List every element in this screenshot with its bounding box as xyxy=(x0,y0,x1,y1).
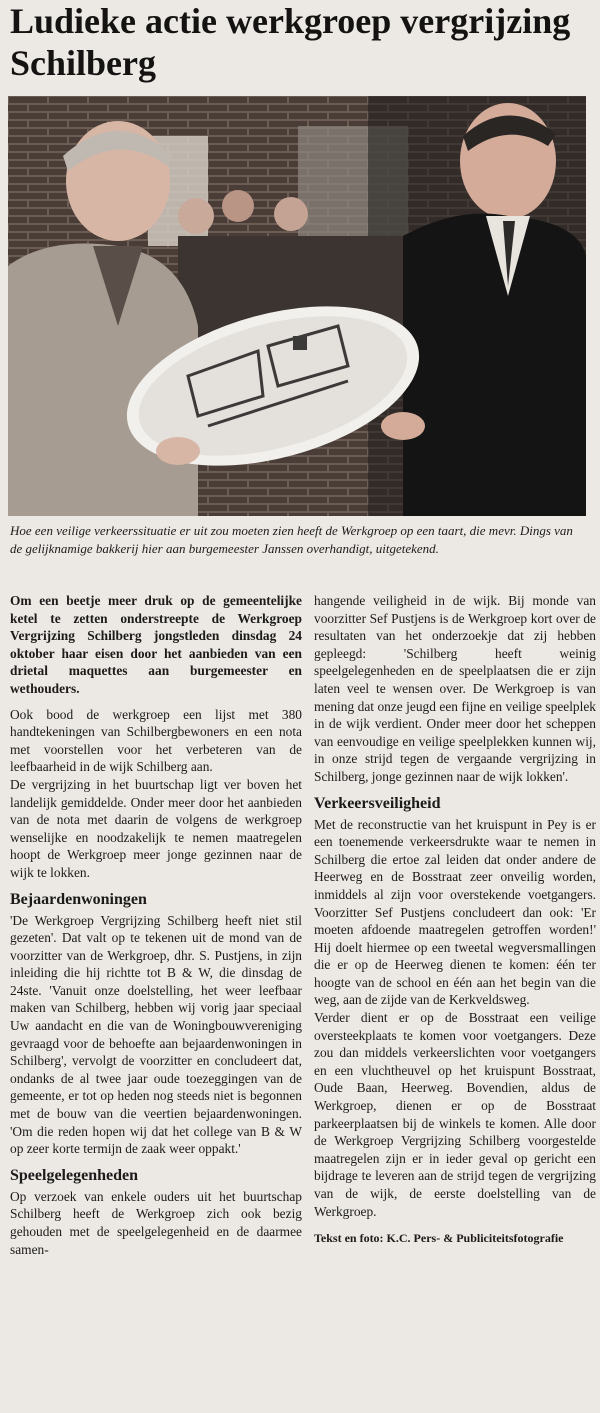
photo-illustration xyxy=(8,96,586,516)
subheading-speelgelegenheden: Speelgelegenheden xyxy=(10,1166,138,1184)
article-lead: Om een beetje meer druk op de gemeentelijke ketel te zetten onderstreepte de Werkgroep Vergrijzing Schilberg jongstleden dinsdag 24 oktober haar eisen door het aanbieden van een drietal maquettes aan burgemeester en wethouders. xyxy=(10,593,302,696)
photo-credit: Tekst en foto: K.C. Pers- & Publiciteitsfotografie xyxy=(314,1231,564,1246)
subheading-verkeersveiligheid: Verkeersveiligheid xyxy=(314,794,441,812)
subheading-bejaardenwoningen: Bejaardenwoningen xyxy=(10,890,147,908)
article-headline: Ludieke actie werkgroep vergrijzing Schilberg xyxy=(10,1,571,83)
article-paragraph: hangende veiligheid in de wijk. Bij monde van voorzitter Sef Pustjens is de Werkgroep kort over de resultaten van het onderzoekje dat zij hebben gepleegd: 'Schilberg heeft weinig speelgelegenheden en de speelplaatsen die er zijn laten veel te wensen over. De Werkgroep is van mening dat onze jeugd een fijne en veilige speelplek in de wijk verdient. Onder meer door het scheppen van eenvoudige en veilige speelplekken kunnen wij, in onze strijd tegen de vergaande vergrijzing in Schilberg, jonge gezinnen naar de wijk lokken'. xyxy=(314,593,596,784)
photo-caption: Hoe een veilige verkeerssituatie er uit zou moeten zien heeft de Werkgroep op een taart, die mevr. Dings van de gelijknamige bakkerij hier aan burgemeester Janssen overhandigt, uitgetekend. xyxy=(10,523,573,556)
article-paragraph: Verder dient er op de Bosstraat een veilige oversteekplaats te komen voor voetgangers. Deze zou dan middels verkeerslichten voor voetgangers en een vluchtheuvel op het kruispunt Bosstraat, Oude Baan, Heerweg. Bovendien, aldus de Werkgroep, dienen er op de Bosstraat parkeerplaatsen bij de winkels te komen. Alle door de Werkgroep Vergrijzing Schilberg voorgestelde maatregelen zijn er in ieder geval op gericht een bijdrage te leveren aan de strijd tegen de vergrijzing van de wijk, de eerste doelstelling van de Werkgroep. xyxy=(314,1010,596,1219)
article-paragraph: De vergrijzing in het buurtschap ligt ver boven het landelijk gemiddelde. Onder meer door het aanbieden van de nota met daarin de volgens de werkgroep wenselijke en noodzakelijk te nemen maatregelen hoopt de Werkgroep meer jonge gezinnen naar de wijk te lokken. xyxy=(10,776,302,880)
article-paragraph: Ook bood de werkgroep een lijst met 380 handtekeningen van Schilbergbewoners en een nota met voorstellen voor het verbeteren van de leefbaarheid in de wijk Schilberg aan. xyxy=(10,706,302,775)
article-photo xyxy=(8,96,586,516)
article-column-right xyxy=(314,592,596,1246)
article-paragraph: 'De Werkgroep Vergrijzing Schilberg heeft niet stil gezeten'. Dat valt op te tekenen uit de mond van de voorzitter van de Werkgroep, dhr. S. Pustjens, in zijn inleiding die hij richtte tot B & W, die dinsdag de 24ste. 'Vanuit onze doelstelling, het weer leefbaar maken van Schilberg, hebben wij vorig jaar speciaal Uw aandacht en die van de Woningbouwvereniging gevraagd voor de behoefte aan bejaardenwoningen in Schilberg', vervolgt de voorzitter en concludeert dat, ondanks de al twee jaar oude toezeggingen van de gemeente, er tot op heden nog steeds niet is begonnen met de bouw van die veertien bejaardenwoningen. 'Om die reden hopen wij dat het college van B & W op zeer korte termijn de zaak weer oppakt.' xyxy=(10,912,302,1157)
article-column-left xyxy=(10,592,302,1258)
article-paragraph: Met de reconstructie van het kruispunt in Pey is er een toenemende verkeersdrukte waar te nemen in Schilberg die ertoe zal leiden dat onder andere de Heerweg en de Bosstraat zeer onveilig worden, inmiddels al zijn voor overstekende voetgangers. Voorzitter Sef Pustjens concludeert dan ook: 'Er moeten afdoende maatregelen getroffen worden!' Hij doelt hiermee op een tweetal wegversmallingen die er op de Heerweg dienen te komen: één ter hoogte van de school en één aan het begin van die weg, aan de zijde van de Kerkveldsweg. xyxy=(314,816,596,1008)
article-paragraph: Op verzoek van enkele ouders uit het buurtschap Schilberg heeft de Werkgroep zich ook bezig gehouden met de speelgelegenheid en de daarmee samen- xyxy=(10,1188,302,1257)
